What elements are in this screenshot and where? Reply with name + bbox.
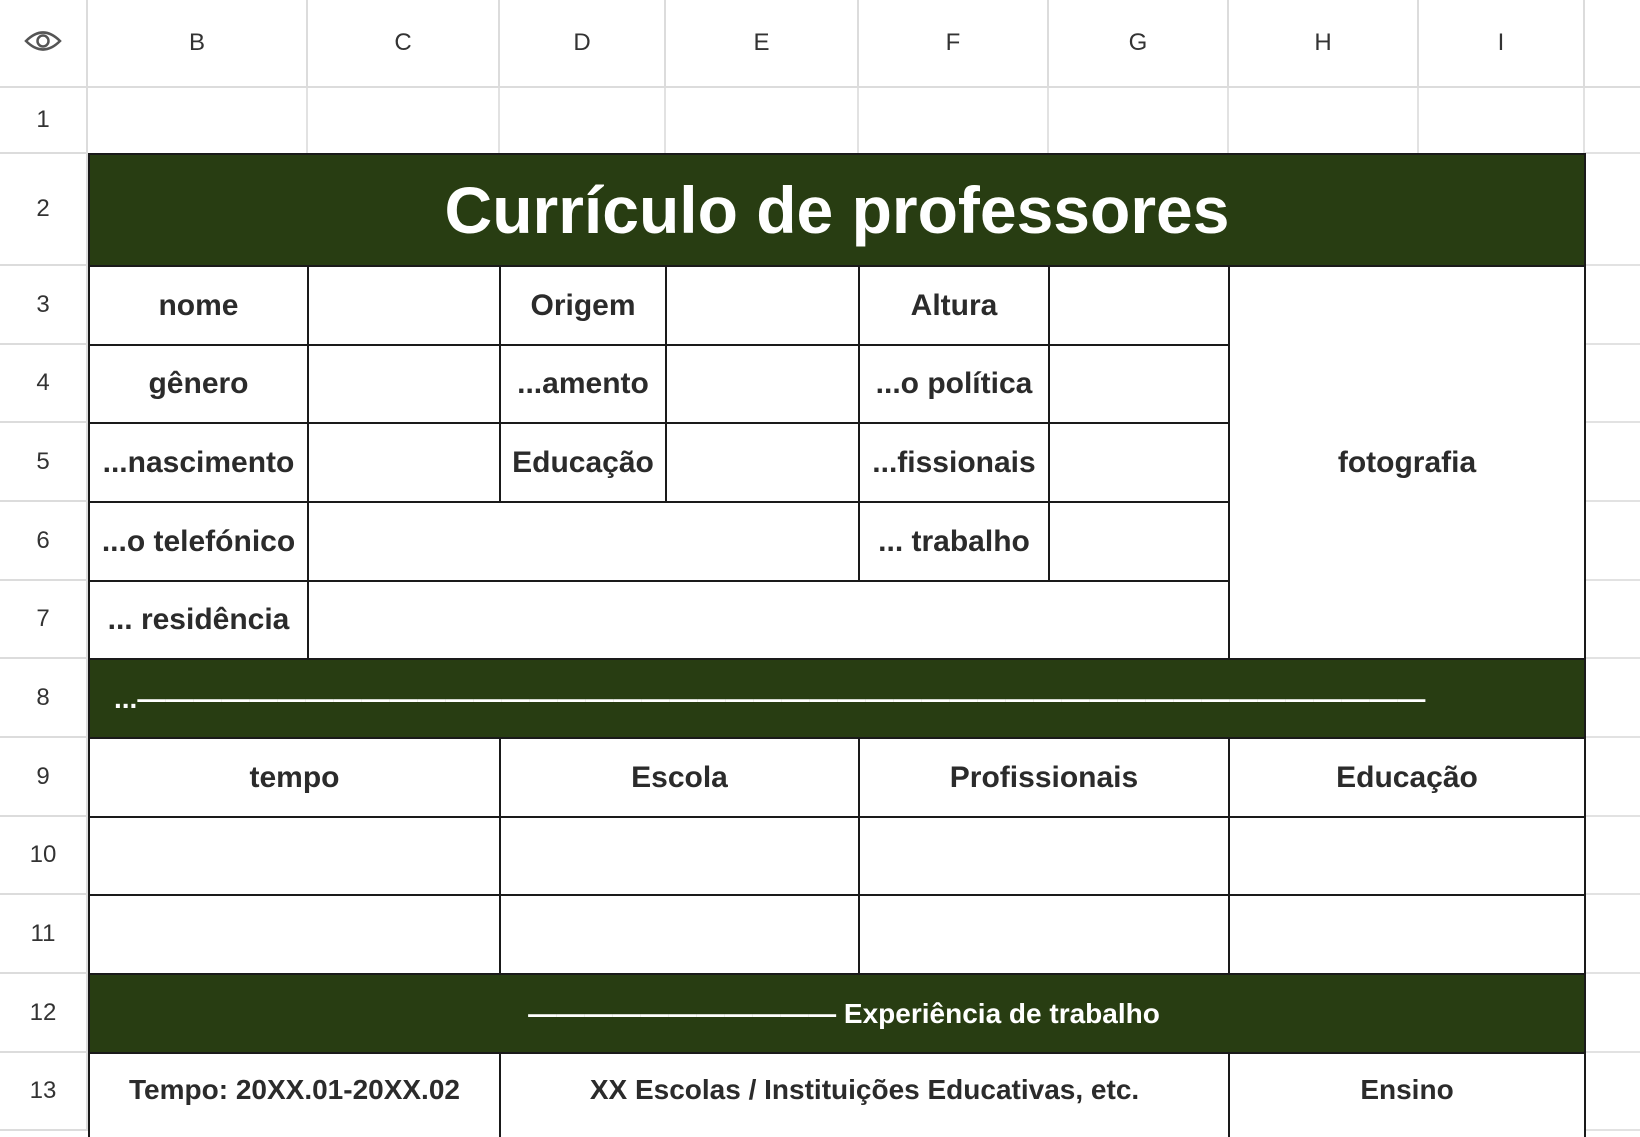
row-header-6[interactable]: 6 — [0, 502, 88, 581]
input-amento[interactable] — [665, 344, 860, 424]
header-escola[interactable]: Escola — [499, 737, 860, 818]
column-header-g[interactable]: G — [1049, 0, 1229, 88]
table-cell[interactable] — [1228, 816, 1586, 896]
column-header-i[interactable]: I — [1419, 0, 1585, 88]
gridline — [1585, 343, 1640, 345]
row-header-5[interactable]: 5 — [0, 423, 88, 502]
gridline — [1585, 264, 1640, 266]
table-cell[interactable] — [499, 816, 860, 896]
gridline — [1585, 815, 1640, 817]
input-politica[interactable] — [1048, 344, 1230, 424]
label-politica[interactable]: ...o política — [858, 344, 1050, 424]
gridline — [498, 88, 500, 154]
input-telefonico[interactable] — [307, 501, 860, 582]
table-cell[interactable] — [88, 816, 501, 896]
section-header-education[interactable]: ...—————————————————————————————————————————————— — [88, 658, 1586, 739]
input-residencia[interactable] — [307, 580, 1230, 660]
label-educacao[interactable]: Educação — [499, 422, 667, 503]
input-educacao[interactable] — [665, 422, 860, 503]
table-cell[interactable] — [88, 894, 501, 975]
gridline — [1585, 972, 1640, 974]
gridline — [1585, 657, 1640, 659]
input-altura[interactable] — [1048, 265, 1230, 346]
eye-icon[interactable] — [24, 28, 62, 59]
column-header-f[interactable]: F — [859, 0, 1049, 88]
row-header-13[interactable]: 13 — [0, 1053, 88, 1131]
gridline — [1585, 1051, 1640, 1053]
gridline — [1585, 1129, 1640, 1131]
label-nome[interactable]: nome — [88, 265, 309, 346]
table-cell[interactable] — [1228, 894, 1586, 975]
row-header-3[interactable]: 3 — [0, 266, 88, 345]
column-header-empty — [1585, 0, 1640, 88]
column-header-e[interactable]: E — [666, 0, 859, 88]
row-header-8[interactable]: 8 — [0, 659, 88, 738]
gridline — [306, 88, 308, 154]
input-genero[interactable] — [307, 344, 501, 424]
gridline — [1585, 500, 1640, 502]
gridline — [1585, 579, 1640, 581]
section-header-work[interactable] — [88, 973, 1586, 1054]
page-title[interactable]: Currículo de professores — [88, 153, 1586, 267]
row-header-1[interactable]: 1 — [0, 88, 88, 154]
gridline — [664, 88, 666, 154]
gridline — [1417, 88, 1419, 154]
column-header-b[interactable]: B — [88, 0, 308, 88]
row-header-12[interactable]: 12 — [0, 974, 88, 1053]
label-trabalho[interactable]: ... trabalho — [858, 501, 1050, 582]
work-tempo[interactable]: Tempo: 20XX.01-20XX.02 — [88, 1052, 501, 1137]
row-header-2[interactable]: 2 — [0, 154, 88, 266]
header-profissionais[interactable]: Profissionais — [858, 737, 1230, 818]
gridline — [857, 88, 859, 154]
input-nome[interactable] — [307, 265, 501, 346]
input-trabalho[interactable] — [1048, 501, 1230, 582]
label-profissionais[interactable]: ...fissionais — [858, 422, 1050, 503]
label-nascimento[interactable]: ...nascimento — [88, 422, 309, 503]
table-cell[interactable] — [858, 894, 1230, 975]
gridline — [1047, 88, 1049, 154]
label-telefonico[interactable]: ...o telefónico — [88, 501, 309, 582]
gridline — [1585, 152, 1640, 154]
column-header-h[interactable]: H — [1229, 0, 1419, 88]
table-cell[interactable] — [499, 894, 860, 975]
column-header-c[interactable]: C — [308, 0, 500, 88]
section-header-work-label: ——————————— Experiência de trabalho — [528, 997, 1160, 1029]
row-header-9[interactable]: 9 — [0, 738, 88, 817]
header-educacao[interactable]: Educação — [1228, 737, 1586, 818]
input-origem[interactable] — [665, 265, 860, 346]
input-nascimento[interactable] — [307, 422, 501, 503]
column-header-d[interactable]: D — [500, 0, 666, 88]
header-tempo[interactable]: tempo — [88, 737, 501, 818]
label-origem[interactable]: Origem — [499, 265, 667, 346]
row-header-10[interactable]: 10 — [0, 817, 88, 895]
label-amento[interactable]: ...amento — [499, 344, 667, 424]
label-genero[interactable]: gênero — [88, 344, 309, 424]
photo-cell[interactable]: fotografia — [1228, 265, 1586, 660]
table-cell[interactable] — [858, 816, 1230, 896]
gridline — [1227, 88, 1229, 154]
work-cargo[interactable]: Ensino — [1228, 1052, 1586, 1137]
label-residencia[interactable]: ... residência — [88, 580, 309, 660]
gridline — [1585, 736, 1640, 738]
row-header-4[interactable]: 4 — [0, 345, 88, 423]
row-header-11[interactable]: 11 — [0, 895, 88, 974]
gridline — [1585, 893, 1640, 895]
gridline — [1585, 421, 1640, 423]
input-profissionais[interactable] — [1048, 422, 1230, 503]
row-header-7[interactable]: 7 — [0, 581, 88, 659]
work-instituicao[interactable]: XX Escolas / Instituições Educativas, etc. — [499, 1052, 1230, 1137]
label-altura[interactable]: Altura — [858, 265, 1050, 346]
select-all-corner[interactable] — [0, 0, 88, 88]
